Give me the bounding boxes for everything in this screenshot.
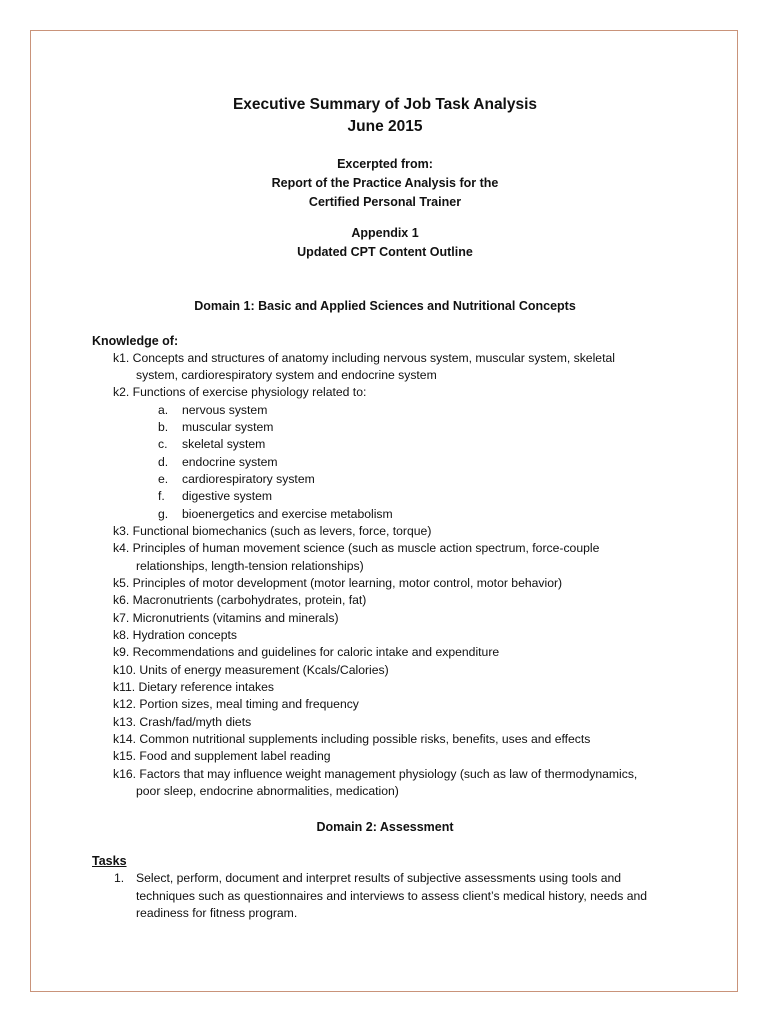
knowledge-item-k16-cont: poor sleep, endocrine abnormalities, medication): [136, 784, 399, 798]
knowledge-item-k4-cont: relationships, length-tension relationships): [136, 559, 364, 573]
k2-subitem: d. endocrine system: [158, 455, 278, 469]
excerpt-source-line1: Report of the Practice Analysis for the: [271, 176, 499, 190]
task-item-1: Select, perform, document and interpret results of subjective assessments using tools and: [136, 871, 622, 885]
knowledge-item-k5: k5. Principles of motor development (motor learning, motor control, motor behavior): [113, 576, 563, 590]
document-date: June 2015: [347, 118, 423, 135]
excerpt-source-line2: Certified Personal Trainer: [308, 195, 462, 209]
k2-subitem: e. cardiorespiratory system: [158, 472, 315, 486]
k2-subitem: g. bioenergetics and exercise metabolism: [158, 507, 393, 521]
knowledge-item-k6: k6. Macronutrients (carbohydrates, protein, fat): [113, 593, 367, 607]
knowledge-item-k3: k3. Functional biomechanics (such as levers, force, torque): [113, 524, 432, 538]
task-number: 1.: [114, 871, 125, 885]
task-item-1-cont: readiness for fitness program.: [136, 906, 298, 920]
knowledge-item-k16: k16. Factors that may influence weight management physiology (such as law of thermodynamics,: [113, 767, 638, 781]
k2-subitem: f. digestive system: [158, 489, 273, 503]
domain2-heading: Domain 2: Assessment: [316, 820, 454, 834]
knowledge-item-k11: k11. Dietary reference intakes: [113, 680, 274, 694]
knowledge-item-k10: k10. Units of energy measurement (Kcals/Calories): [113, 663, 389, 677]
knowledge-label: Knowledge of:: [92, 334, 179, 348]
knowledge-item-k14: k14. Common nutritional supplements including possible risks, benefits, uses and effects: [113, 732, 591, 746]
knowledge-item-k12: k12. Portion sizes, meal timing and frequency: [113, 697, 359, 711]
knowledge-item-k9: k9. Recommendations and guidelines for caloric intake and expenditure: [113, 645, 500, 659]
knowledge-item-k8: k8. Hydration concepts: [113, 628, 237, 642]
appendix-title: Updated CPT Content Outline: [297, 245, 473, 259]
knowledge-item-k1-cont: system, cardiorespiratory system and endocrine system: [136, 368, 437, 382]
tasks-label: Tasks: [92, 854, 127, 868]
k2-subitem: c. skeletal system: [158, 437, 266, 451]
knowledge-item-k13: k13. Crash/fad/myth diets: [113, 715, 252, 729]
excerpt-label: Excerpted from:: [337, 157, 433, 171]
domain1-heading: Domain 1: Basic and Applied Sciences and Nutritional Concepts: [194, 299, 576, 313]
appendix-label: Appendix 1: [351, 226, 419, 240]
knowledge-item-k15: k15. Food and supplement label reading: [113, 749, 331, 763]
knowledge-item-k4: k4. Principles of human movement science (such as muscle action spectrum, force-couple: [113, 541, 600, 555]
document-title: Executive Summary of Job Task Analysis: [232, 96, 538, 113]
k2-subitem: a. nervous system: [158, 403, 268, 417]
k2-subitem: b. muscular system: [158, 420, 274, 434]
knowledge-item-k2: k2. Functions of exercise physiology related to:: [113, 385, 367, 399]
knowledge-item-k7: k7. Micronutrients (vitamins and minerals): [113, 611, 339, 625]
task-item-1-cont: techniques such as questionnaires and interviews to assess client’s medical history, needs and: [136, 889, 648, 903]
knowledge-item-k1: k1. Concepts and structures of anatomy including nervous system, muscular system, skeletal: [113, 351, 615, 365]
